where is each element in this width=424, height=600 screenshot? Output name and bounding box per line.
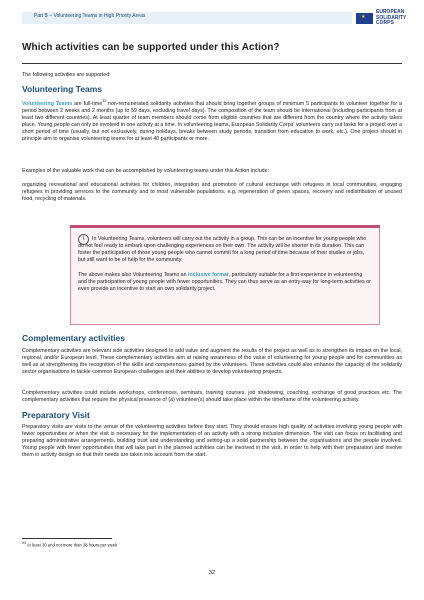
callout-paragraph-2: The above makes also Volunteering Teams an inclusive format, particularly suitable for a first experience in volunteering and the participation of young people with fewer opportunities. They can thus serve as an entry-way for long-term activities or even provide an incentive to start an own solidarity project.	[78, 272, 371, 293]
examples-intro: Examples of the valuable work that can be accomplished by volunteering teams under this Action include:	[22, 168, 270, 174]
heading-complementary-activities: Complementary activities	[22, 333, 125, 343]
examples-list: organizing recreational and educational activities for children, integration and promotion of cultural exchange with refugees in local communities, engaging refugees in providing services to the community and to most vulnerable populations, e.g. regeneration of green spaces, recovery and redistribution of unused food, recycling of materials.	[22, 182, 402, 203]
preparatory-paragraph: Preparatory visits are visits to the venue of the volunteering activities before they start. They should ensure high quality of activities involving young people with fewer opportunities or when the visit is necessary for the implementation of an activity with a strong inclusion dimension. The visit can focus on facilitating and preparing administrative arrangements, building trust and understanding and setting-up a solid partnership between the organisations and the people involved. Young people with fewer opportunities that will take part in the planned activities can be involved in the visit, in order to help with their preparation and involve them in activity design so that their needs are taken into account from the start.	[22, 424, 402, 459]
logo-text: EUROPEAN SOLIDARITY CORPS	[376, 9, 407, 26]
callout-accent-bar	[70, 225, 380, 228]
info-icon: i	[78, 234, 89, 245]
running-title: Part B – Volunteering Teams in High Priority Areas	[34, 13, 146, 19]
callout-paragraph-1: In Volunteering Teams, volunteers will carry out the activity in a group. This can be an incentive for young people who do not feel ready to embark upon challenging experiences on their own. The activity will be shorter in its duration. This can foster the participation of those young people who cannot commit for a long period of time because of their studies or jobs, but still want to be of help for the community.	[78, 236, 367, 264]
footnote: $^{33}$ At least 30 and not more than 38 hours per week	[22, 541, 118, 548]
footnote-divider	[22, 538, 112, 539]
title-divider	[22, 63, 402, 64]
volunteering-paragraph: Volunteering Teams are full-time$^{33}$ non-remunerated solidarity activities that should bring together groups of minimum 5 participants to volunteer together for a period between 2 weeks and 2 months (up to 59 days, excluding travel days). The composition of the team should be international (including participants from at least two different countries). At least quarter of team members should come from eligible countries that are different from the country where the activity takes place. Young people can only be involved in one activity at a time. In volunteering teams, European Solidarity Corps' volunteers carry out tasks for a project over a short period of time (usually, but not exclusively, during holidays, breaks between study periods, transition from education to work, etc.). One project should in principle aim to organise volunteering teams for at least 40 participants or more.	[22, 99, 402, 143]
complementary-paragraph-2: Complementary activities could include workshops, conferences, seminars, training courses, job shadowing, coaching, exchange of good practices etc. The complementary activities that require the physical presence of (a) volunteer(s) should take place within the timeframe of the volunteering activity.	[22, 390, 402, 404]
eu-flag-icon: ★	[356, 13, 373, 24]
page-number: 32	[208, 570, 216, 576]
heading-volunteering-teams: Volunteering Teams	[22, 84, 102, 94]
complementary-paragraph-1: Complementary activities are relevant side activities designed to add value and augment the results of the project as well as to strengthen its impact on the local, regional, and/or European level. These complementary activities aim at raising awareness of the value of volunteering for young people and for communities as well as at strengthening the recognition of the skills and competences gained by the volunteers. These activities could also enhance the capacity of the solidarity sector organisations to tackle common European challenges and their abilities to develop volunteering projects.	[22, 348, 402, 376]
intro-text: The following activities are supported:	[22, 72, 111, 78]
esc-logo	[356, 10, 406, 27]
page-title: Which activities can be supported under this Action?	[22, 42, 280, 53]
footnote-ref: 33	[102, 99, 107, 103]
heading-preparatory-visit: Preparatory Visit	[22, 410, 90, 420]
